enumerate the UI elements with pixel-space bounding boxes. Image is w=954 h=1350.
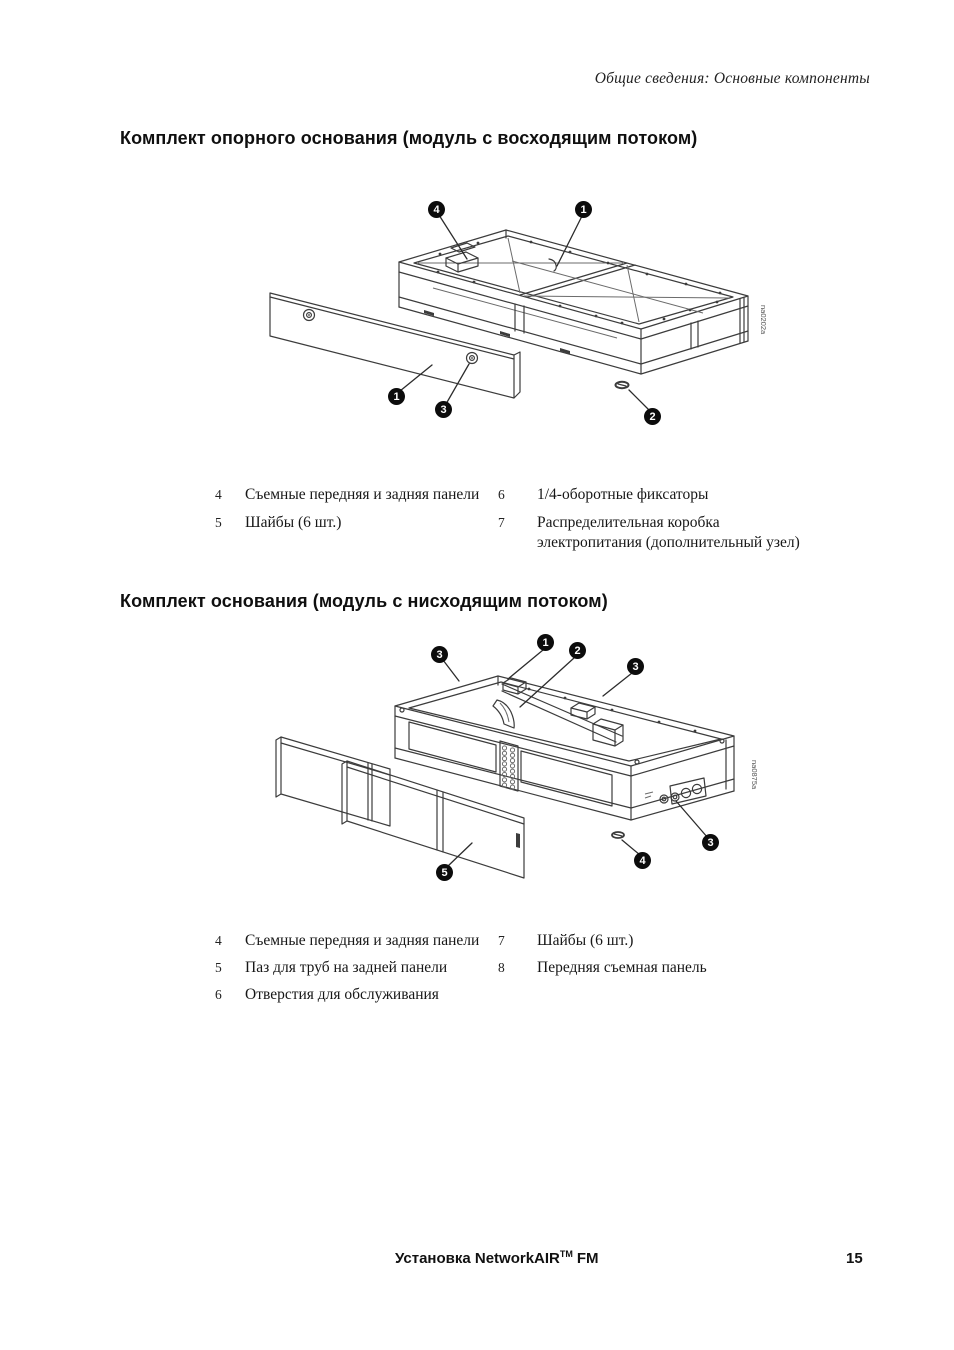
legend-item-text: 1/4-оборотные фиксаторы [537,486,709,503]
legend-item [498,513,824,553]
legend-item [215,485,487,505]
callout-badge: 4 [634,852,651,869]
downflow-legend-right [498,931,824,985]
legend-item [498,931,824,951]
running-header: Общие сведения: Основные компоненты [594,70,870,87]
upflow-legend-right [498,485,824,561]
upflow-figure-drawing [255,185,775,450]
figure-id-label: na0202a [759,305,768,335]
callout-badge: 5 [436,864,453,881]
callout-badge: 2 [569,642,586,659]
legend-item [498,958,824,978]
legend-item-text: Паз для труб на задней панели [245,959,448,976]
downflow-figure-drawing [270,622,775,884]
callout-badge: 3 [435,401,452,418]
upflow-legend-left [215,485,487,541]
legend-item-text: Шайбы (6 шт.) [537,932,634,949]
legend-item-text: Отверстия для обслуживания [245,986,439,1003]
footer-title [395,1250,599,1267]
legend-item [498,485,824,505]
callout-badge: 1 [388,388,405,405]
legend-item-number: 5 [215,960,222,975]
figure-id-label: na0875a [750,760,759,790]
legend-item-number: 4 [215,487,222,502]
legend-item-text: Съемные передняя и задняя панели [245,486,480,503]
legend-item [215,958,487,978]
downflow-legend-left [215,931,487,1012]
legend-item [215,985,487,1005]
legend-item-number: 6 [498,487,505,502]
callout-badge: 3 [702,834,719,851]
footer-title-prefix: Установка NetworkAIR [395,1250,560,1267]
legend-item-number: 7 [498,933,505,948]
legend-item-text: Шайбы (6 шт.) [245,514,342,531]
page-number: 15 [846,1250,863,1267]
callout-badge: 2 [644,408,661,425]
callout-badge: 3 [627,658,644,675]
legend-item-number: 6 [215,987,222,1002]
footer-title-suffix: FM [576,1250,599,1267]
legend-item-number: 5 [215,515,222,530]
legend-item [215,513,487,533]
legend-item-number: 7 [498,515,505,530]
legend-item-number: 4 [215,933,222,948]
callout-badge: 3 [431,646,448,663]
trademark-superscript: TM [559,1249,573,1259]
callout-badge: 1 [575,201,592,218]
legend-item [215,931,487,951]
heading-upflow-kit: Комплект опорного основания (модуль с восходящим потоком) [120,128,698,148]
legend-item-number: 8 [498,960,505,975]
legend-item-text: Распределительная коробка электропитания (дополнительный узел) [537,514,800,551]
heading-downflow-kit: Комплект основания (модуль с нисходящим потоком) [120,591,608,611]
legend-item-text: Передняя съемная панель [537,959,707,976]
callout-badge: 1 [537,634,554,651]
legend-item-text: Съемные передняя и задняя панели [245,932,480,949]
callout-badge: 4 [428,201,445,218]
